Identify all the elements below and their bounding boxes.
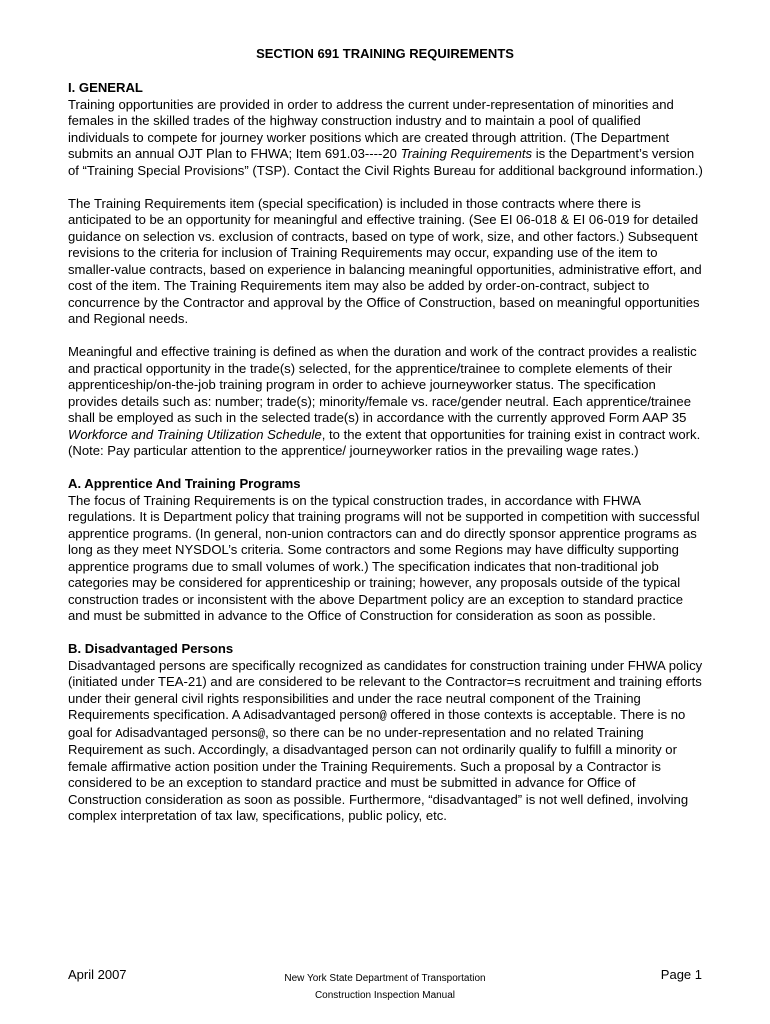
text-run: is the Department’s version of “Training Special Provisions” (TSP). Contact the Civil Rights Bureau for additional background information.)	[68, 146, 703, 178]
general-paragraph-3	[68, 344, 704, 460]
footer-organization	[185, 970, 585, 1004]
disadvantaged-paragraph	[68, 658, 704, 825]
italic-text: Training Requirements	[400, 146, 533, 161]
footer-org-line-2: Construction Inspection Manual	[314, 990, 456, 1001]
text-run: Disadvantaged persons are specifically recognized as candidates for construction training under FHWA policy (initiated under TEA-21) and are considered to be relevant to the Contractor=s recruitment and training efforts under their general civil rights responsibilities and under the race neutral component of the Training Requirements specification. A	[68, 657, 703, 722]
text-run: offered in those contexts is acceptable. There is no goal for	[68, 707, 686, 740]
footer-date: April 2007	[68, 967, 127, 982]
section-heading-disadvantaged: B. Disadvantaged Persons	[68, 641, 234, 656]
text-run: , to the extent that opportunities for training exist in contract work. (Note: Pay particular attention to the apprentice/ journeyworker ratios in the prevailing wage rates.)	[68, 426, 701, 458]
text-run: disadvantaged person	[250, 707, 380, 722]
text-run: disadvantaged persons	[122, 724, 258, 740]
page-title: SECTION 691 TRAINING REQUIREMENTS	[256, 46, 514, 61]
italic-text: Workforce and Training Utilization Schedule	[68, 426, 322, 442]
general-paragraph-1	[68, 97, 704, 180]
footer-org-line-1: New York State Department of Transportation	[284, 973, 486, 984]
glyph-text: A	[115, 726, 123, 741]
section-heading-general: I. GENERAL	[68, 80, 143, 95]
glyph-text: @	[257, 726, 266, 741]
document-body	[68, 80, 704, 825]
text-run: Meaningful and effective training is defined as when the duration and work of the contract provides a realistic and practical opportunity in the trade(s) selected, for the apprentice/trainee to complete elements of their apprenticeship/on-the-job training program in order to achieve journeyworker status. The specification provides details such as: number; trade(s); minority/female vs. race/gender neutral. Each apprentice/trainee shall be employed as such in the selected trade(s) in accordance with the currently approved Form AAP 35	[68, 344, 697, 425]
apprentice-paragraph: The focus of Training Requirements is on the typical construction trades, in accordance with FHWA regulations. It is Department policy that training programs will not be supported in competition with successful apprentice programs. (In general, non-union contractors can and do directly sponsor apprentice programs as long as they meet NYSDOL’s criteria. Some contractors and some Regions may have difficulty supporting apprentice programs due to small volumes of work.) The specification indicates that non-traditional job categories may be considered for apprenticeship or training; however, any proposals outside of the typical construction trades or inconsistent with the above Department policy are an exception to standard practice and must be submitted in advance to the Office of Construction for consideration as soon as possible.	[68, 492, 700, 623]
text-run: Training opportunities are provided in order to address the current under-representation of minorities and females in the skilled trades of the highway construction industry and to maintain a pool of qualified individuals to compete for journey worker positions which are created through attrition. (The Department submits an annual OJT Plan to FHWA; Item 691.03----20	[68, 96, 674, 161]
glyph-text: A	[243, 709, 251, 723]
text-run: , so there can be no under-representation and no related Training Requirement as such. Accordingly, a disadvantaged person can not ordinarily qualify to fulfill a minority or female affirmative action position under the Training Requirements. Such a proposal by a Contractor is considered to be an exception to standard practice and must be submitted in advance for Office of Construction consideration as soon as possible. Furthermore, “disadvantaged” is not well defined, involving complex interpretation of tax law, specifications, public policy, etc.	[68, 724, 689, 823]
footer-page-number: Page 1	[660, 967, 702, 982]
general-paragraph-2: The Training Requirements item (special specification) is included in those contracts where there is anticipated to be an opportunity for meaningful and effective training. (See EI 06-018 & EI 06-019 for detailed guidance on selection vs. exclusion of contracts, based on type of work, size, and other factors.) Subsequent revisions to the criteria for inclusion of Training Requirements may occur, expanding use of the item to smaller-value contracts, based on experience in balancing meaningful opportunities, administrative effort, and cost of the item. The Training Requirements item may also be added by order-on-contract, subject to concurrence by the Contractor and approval by the Office of Construction, based on meaningful opportunities and Regional needs.	[68, 195, 702, 326]
glyph-text: @	[379, 709, 387, 723]
section-heading-apprentice: A. Apprentice And Training Programs	[68, 476, 301, 491]
